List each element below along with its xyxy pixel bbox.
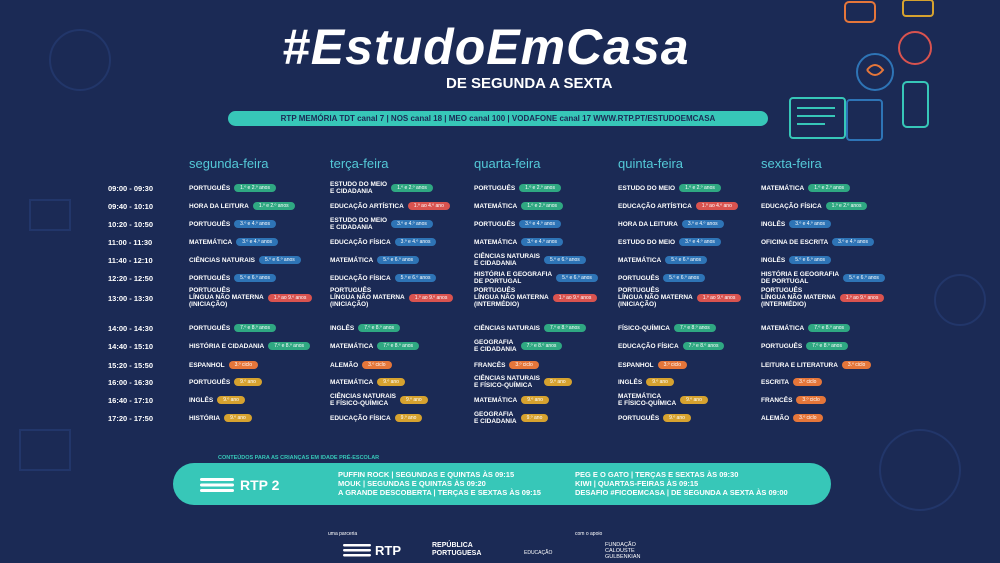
subject-name: EDUCAÇÃO FÍSICA bbox=[330, 238, 391, 246]
rtp2-logo bbox=[200, 477, 279, 493]
gulbenkian-logo bbox=[605, 542, 640, 560]
subject-name: PORTUGUÊS bbox=[189, 378, 231, 386]
grade-badge: 9.º ano bbox=[234, 378, 262, 386]
educacao-label: EDUCAÇÃO bbox=[524, 550, 553, 556]
subject-name: ESPANHOL bbox=[618, 361, 654, 369]
subject-name: PORTUGUÊS bbox=[189, 274, 231, 282]
schedule-cell bbox=[761, 238, 874, 246]
subject-name: HORA DA LEITURA bbox=[189, 202, 249, 210]
subject-name: HISTÓRIA E GEOGRAFIA DE PORTUGAL bbox=[761, 270, 840, 285]
subject-name: MATEMÁTICA bbox=[189, 238, 233, 246]
schedule-cell bbox=[618, 414, 691, 422]
subject-name: INGLÊS bbox=[618, 378, 643, 386]
grade-badge: 3.º e 4.º anos bbox=[679, 238, 721, 246]
subject-name: MATEMÁTICA bbox=[761, 324, 805, 332]
subject-name: MATEMÁTICA bbox=[474, 238, 518, 246]
subject-name: HISTÓRIA E CIDADANIA bbox=[189, 342, 265, 350]
schedule-cell bbox=[330, 217, 433, 231]
time-slot: 11:40 - 12:10 bbox=[108, 256, 153, 265]
grade-badge: 9.º ano bbox=[680, 396, 708, 404]
grade-badge: 9.º ano bbox=[521, 396, 549, 404]
schedule-cell bbox=[189, 238, 278, 246]
grade-badge: 5.º e 6.º anos bbox=[395, 274, 437, 282]
subject-name: PORTUGUÊS bbox=[618, 274, 660, 282]
day-header: quinta-feira bbox=[618, 156, 684, 171]
subject-name: FRANCÊS bbox=[761, 396, 793, 404]
channels-info-bar: RTP MEMÓRIA TDT canal 7 | NOS canal 18 | MEO canal 100 | VODAFONE canal 17 WWW.RTP.PT/ESTUDOEMCASA bbox=[228, 111, 768, 126]
grade-badge: 3.º ciclo bbox=[796, 396, 825, 404]
grade-badge: 1.º e 2.º anos bbox=[253, 202, 295, 210]
grade-badge: 7.º e 8.º anos bbox=[521, 342, 563, 350]
grade-badge: 5.º e 6.º anos bbox=[259, 256, 301, 264]
grade-badge: 1.º e 2.º anos bbox=[679, 184, 721, 192]
subject-name: MATEMÁTICA bbox=[474, 396, 518, 404]
preschool-programs-right: PEG E O GATO | TERÇAS E SEXTAS ÀS 09:30 KIWI | QUARTAS-FEIRAS ÀS 09:15 DESAFIO #FICOEMCASA | DE SEGUNDA A SEXTA ÀS 09:00 bbox=[575, 470, 788, 497]
grade-badge: 7.º e 8.º anos bbox=[683, 342, 725, 350]
time-slot: 13:00 - 13:30 bbox=[108, 294, 154, 303]
subject-name: CIÊNCIAS NATURAIS E CIDADANIA bbox=[474, 252, 540, 267]
grade-badge: 9.º ano bbox=[400, 396, 428, 404]
subject-name: ALEMÃO bbox=[330, 361, 359, 369]
time-slot: 14:40 - 15:10 bbox=[108, 342, 154, 351]
education-icons-illustration bbox=[785, 0, 945, 150]
grade-badge: 5.º e 6.º anos bbox=[377, 256, 419, 264]
subject-name: ESTUDO DO MEIO E CIDADANIA bbox=[330, 216, 388, 231]
subject-name: ALEMÃO bbox=[761, 414, 790, 422]
day-header: segunda-feira bbox=[189, 156, 269, 171]
subject-name: EDUCAÇÃO FÍSICA bbox=[761, 202, 822, 210]
subject-name: HISTÓRIA E GEOGRAFIA DE PORTUGAL bbox=[474, 270, 553, 285]
schedule-cell bbox=[761, 378, 822, 386]
grade-badge: 5.º e 6.º anos bbox=[663, 274, 705, 282]
hashtag-title: #EstudoEmCasa bbox=[282, 19, 690, 75]
schedule-cell bbox=[330, 378, 405, 386]
schedule-cell bbox=[474, 253, 586, 267]
rtp-logo-icon bbox=[200, 477, 234, 493]
grade-badge: 1.º e 2.º anos bbox=[808, 184, 850, 192]
grade-badge: 9.º ano bbox=[663, 414, 691, 422]
rtp-footer-text: RTP bbox=[375, 543, 401, 558]
schedule-cell bbox=[474, 411, 548, 425]
grade-badge: 5.º e 6.º anos bbox=[665, 256, 707, 264]
subject-name: EDUCAÇÃO ARTÍSTICA bbox=[330, 202, 404, 210]
schedule-cell bbox=[189, 378, 262, 386]
subject-name: PORTUGUÊS bbox=[618, 414, 660, 422]
subject-name: MATEMÁTICA bbox=[330, 342, 374, 350]
schedule-cell bbox=[474, 238, 563, 246]
subject-name: CIÊNCIAS NATURAIS E FÍSICO-QUÍMICA bbox=[330, 392, 396, 407]
grade-badge: 3.º ciclo bbox=[509, 361, 538, 369]
subject-name: MATEMÁTICA bbox=[474, 202, 518, 210]
schedule-cell bbox=[761, 220, 831, 228]
subject-name: PORTUGUÊS LÍNGUA NÃO MATERNA (INICIAÇÃO) bbox=[618, 287, 693, 308]
schedule-cell bbox=[330, 238, 436, 246]
schedule-cell bbox=[330, 256, 419, 264]
time-slot: 10:20 - 10:50 bbox=[108, 220, 154, 229]
subject-name: MATEMÁTICA bbox=[330, 378, 374, 386]
schedule-cell bbox=[618, 378, 674, 386]
grade-badge: 1.º e 2.º anos bbox=[519, 184, 561, 192]
grade-badge: 3.º ciclo bbox=[229, 361, 258, 369]
schedule-cell bbox=[189, 220, 276, 228]
grade-badge: 1.º e 2.º anos bbox=[826, 202, 868, 210]
grade-badge: 7.º e 8.º anos bbox=[268, 342, 310, 350]
schedule-cell bbox=[474, 184, 561, 192]
schedule-cell bbox=[761, 184, 850, 192]
subject-name: PORTUGUÊS bbox=[474, 184, 516, 192]
grade-badge: 5.º e 6.º anos bbox=[789, 256, 831, 264]
subject-name: HISTÓRIA bbox=[189, 414, 221, 422]
grade-badge: 3.º ciclo bbox=[793, 414, 822, 422]
schedule-cell bbox=[330, 414, 422, 422]
grade-badge: 1.º e 2.º anos bbox=[521, 202, 563, 210]
subject-name: MATEMÁTICA bbox=[761, 184, 805, 192]
schedule-cell bbox=[618, 256, 707, 264]
grade-badge: 7.º e 8.º anos bbox=[234, 324, 276, 332]
gulbenkian-text: FUNDAÇÃO CALOUSTE GULBENKIAN bbox=[605, 542, 641, 560]
schedule-subtitle: DE SEGUNDA A SEXTA bbox=[446, 75, 613, 92]
subject-name: PORTUGUÊS bbox=[189, 220, 231, 228]
schedule-cell bbox=[330, 274, 436, 282]
subject-name: ESTUDO DO MEIO E CIDADANIA bbox=[330, 180, 388, 195]
time-slot: 16:00 - 16:30 bbox=[108, 378, 154, 387]
schedule-cell bbox=[474, 339, 562, 353]
subject-name: PORTUGUÊS LÍNGUA NÃO MATERNA (INICIAÇÃO) bbox=[189, 287, 264, 308]
grade-badge: 9.º ano bbox=[395, 414, 423, 422]
time-slot: 14:00 - 14:30 bbox=[108, 324, 154, 333]
schedule-cell bbox=[618, 238, 721, 246]
schedule-cell bbox=[618, 184, 721, 192]
subject-name: EDUCAÇÃO FÍSICA bbox=[618, 342, 679, 350]
schedule-cell bbox=[189, 342, 310, 350]
subject-name: PORTUGUÊS bbox=[189, 184, 231, 192]
subject-name: HORA DA LEITURA bbox=[618, 220, 678, 228]
grade-badge: 9.º ano bbox=[521, 414, 549, 422]
grade-badge: 3.º ciclo bbox=[793, 378, 822, 386]
grade-badge: 7.º e 8.º anos bbox=[377, 342, 419, 350]
time-slot: 09:00 - 09:30 bbox=[108, 184, 154, 193]
subject-name: PORTUGUÊS LÍNGUA NÃO MATERNA (INTERMÉDIO) bbox=[761, 287, 836, 308]
schedule-cell bbox=[761, 361, 871, 369]
grade-badge: 5.º e 6.º anos bbox=[544, 256, 586, 264]
grade-badge: 7.º e 8.º anos bbox=[808, 324, 850, 332]
subject-name: ESCRITA bbox=[761, 378, 790, 386]
schedule-cell bbox=[474, 271, 598, 285]
schedule-cell bbox=[761, 287, 884, 308]
subject-name: MATEMÁTICA E FÍSICO-QUÍMICA bbox=[618, 392, 677, 407]
preschool-programs-left: PUFFIN ROCK | SEGUNDAS E QUINTAS ÀS 09:15 MOUK | SEGUNDAS E QUINTAS ÀS 09:20 A GRANDE DESCOBERTA | TERÇAS E SEXTAS ÀS 09:15 bbox=[338, 470, 541, 497]
schedule-cell bbox=[189, 287, 312, 308]
schedule-cell bbox=[618, 342, 724, 350]
schedule-cell bbox=[474, 396, 549, 404]
grade-badge: 7.º e 8.º anos bbox=[358, 324, 400, 332]
grade-badge: 9.º ano bbox=[544, 378, 572, 386]
subject-name: CIÊNCIAS NATURAIS bbox=[189, 256, 255, 264]
republica-text: REPÚBLICA PORTUGUESA bbox=[432, 542, 482, 557]
subject-name: PORTUGUÊS LÍNGUA NÃO MATERNA (INICIAÇÃO) bbox=[330, 287, 405, 308]
grade-badge: 1.º ao 9.º anos bbox=[268, 294, 313, 302]
subject-name: INGLÊS bbox=[330, 324, 355, 332]
schedule-cell bbox=[761, 396, 826, 404]
schedule-cell bbox=[474, 375, 572, 389]
grade-badge: 1.º e 2.º anos bbox=[391, 184, 433, 192]
rtp-stripes-icon bbox=[343, 544, 371, 557]
schedule-cell bbox=[189, 274, 276, 282]
schedule-cell bbox=[189, 396, 245, 404]
grade-badge: 3.º e 4.º anos bbox=[391, 220, 433, 228]
schedule-cell bbox=[330, 181, 433, 195]
schedule-cell bbox=[618, 361, 687, 369]
preschool-label: CONTEÚDOS PARA AS CRIANÇAS EM IDADE PRÉ-ESCOLAR bbox=[218, 455, 380, 461]
grade-badge: 9.º ano bbox=[224, 414, 252, 422]
grade-badge: 7.º e 8.º anos bbox=[674, 324, 716, 332]
grade-badge: 3.º ciclo bbox=[842, 361, 871, 369]
grade-badge: 9.º ano bbox=[646, 378, 674, 386]
grade-badge: 3.º e 4.º anos bbox=[521, 238, 563, 246]
subject-name: PORTUGUÊS bbox=[761, 342, 803, 350]
schedule-cell bbox=[189, 256, 301, 264]
schedule-cell bbox=[474, 220, 561, 228]
grade-badge: 3.º e 4.º anos bbox=[236, 238, 278, 246]
subject-name: ESTUDO DO MEIO bbox=[618, 238, 676, 246]
time-slot: 15:20 - 15:50 bbox=[108, 361, 154, 370]
schedule-cell bbox=[189, 202, 295, 210]
schedule-cell bbox=[330, 202, 450, 210]
schedule-cell bbox=[761, 324, 850, 332]
subject-name: PORTUGUÊS bbox=[189, 324, 231, 332]
rtp-footer-logo bbox=[343, 543, 401, 558]
schedule-cell bbox=[474, 287, 597, 308]
time-slot: 16:40 - 17:10 bbox=[108, 396, 154, 405]
grade-badge: 1.º ao 4.º ano bbox=[696, 202, 738, 210]
grade-badge: 7.º e 8.º anos bbox=[544, 324, 586, 332]
grade-badge: 3.º ciclo bbox=[658, 361, 687, 369]
grade-badge: 1.º ao 9.º anos bbox=[553, 294, 598, 302]
time-slot: 17:20 - 17:50 bbox=[108, 414, 154, 423]
schedule-cell bbox=[474, 361, 539, 369]
subject-name: EDUCAÇÃO FÍSICA bbox=[330, 274, 391, 282]
grade-badge: 5.º e 6.º anos bbox=[843, 274, 885, 282]
time-slot: 09:40 - 10:10 bbox=[108, 202, 154, 211]
grade-badge: 1.º ao 9.º anos bbox=[840, 294, 885, 302]
grade-badge: 3.º e 4.º anos bbox=[682, 220, 724, 228]
schedule-cell bbox=[330, 393, 428, 407]
grade-badge: 9.º ano bbox=[217, 396, 245, 404]
schedule-cell bbox=[761, 202, 867, 210]
schedule-cell bbox=[618, 220, 724, 228]
schedule-cell bbox=[618, 393, 708, 407]
schedule-cell bbox=[189, 414, 252, 422]
subject-name: CIÊNCIAS NATURAIS bbox=[474, 324, 540, 332]
schedule-cell bbox=[618, 274, 705, 282]
schedule-cell bbox=[761, 414, 823, 422]
subject-name: ESPANHOL bbox=[189, 361, 225, 369]
schedule-cell bbox=[618, 287, 741, 308]
grade-badge: 3.º e 4.º anos bbox=[519, 220, 561, 228]
schedule-cell bbox=[330, 342, 419, 350]
subject-name: FÍSICO-QUÍMICA bbox=[618, 324, 670, 332]
grade-badge: 1.º ao 9.º anos bbox=[697, 294, 742, 302]
subject-name: MATEMÁTICA bbox=[330, 256, 374, 264]
subject-name: FRANCÊS bbox=[474, 361, 506, 369]
day-header: terça-feira bbox=[330, 156, 389, 171]
subject-name: PORTUGUÊS bbox=[474, 220, 516, 228]
schedule-cell bbox=[761, 342, 848, 350]
schedule-cell bbox=[474, 202, 563, 210]
grade-badge: 9.º ano bbox=[377, 378, 405, 386]
schedule-cell bbox=[330, 287, 453, 308]
grade-badge: 3.º ciclo bbox=[362, 361, 391, 369]
grade-badge: 1.º ao 9.º anos bbox=[409, 294, 454, 302]
subject-name: EDUCAÇÃO FÍSICA bbox=[330, 414, 391, 422]
schedule-cell bbox=[618, 202, 738, 210]
republica-logo bbox=[432, 542, 481, 558]
schedule-cell bbox=[761, 271, 885, 285]
partnership-label: uma parceria bbox=[328, 531, 358, 537]
grade-badge: 5.º e 6.º anos bbox=[556, 274, 598, 282]
day-header: quarta-feira bbox=[474, 156, 541, 171]
subject-name: INGLÊS bbox=[189, 396, 214, 404]
grade-badge: 3.º e 4.º anos bbox=[395, 238, 437, 246]
subject-name: CIÊNCIAS NATURAIS E FÍSICO-QUÍMICA bbox=[474, 374, 540, 389]
subject-name: OFICINA DE ESCRITA bbox=[761, 238, 829, 246]
grade-badge: 3.º e 4.º anos bbox=[832, 238, 874, 246]
subject-name: MATEMÁTICA bbox=[618, 256, 662, 264]
schedule-cell bbox=[189, 184, 276, 192]
grade-badge: 7.º e 8.º anos bbox=[806, 342, 848, 350]
grade-badge: 1.º ao 4.º ano bbox=[408, 202, 450, 210]
grade-badge: 3.º e 4.º anos bbox=[789, 220, 831, 228]
grade-badge: 3.º e 4.º anos bbox=[234, 220, 276, 228]
schedule-cell bbox=[474, 324, 586, 332]
day-header: sexta-feira bbox=[761, 156, 822, 171]
subject-name: GEOGRAFIA E CIDADANIA bbox=[474, 338, 517, 353]
subject-name: INGLÊS bbox=[761, 220, 786, 228]
schedule-cell bbox=[189, 361, 258, 369]
schedule-cell bbox=[330, 324, 400, 332]
schedule-cell bbox=[761, 256, 831, 264]
subject-name: LEITURA E LITERATURA bbox=[761, 361, 838, 369]
subject-name: EDUCAÇÃO ARTÍSTICA bbox=[618, 202, 692, 210]
time-slot: 11:00 - 11:30 bbox=[108, 238, 153, 247]
schedule-cell bbox=[189, 324, 276, 332]
rtp2-label: RTP 2 bbox=[240, 477, 280, 493]
support-label: com o apoio bbox=[575, 531, 603, 537]
subject-name: ESTUDO DO MEIO bbox=[618, 184, 676, 192]
schedule-cell bbox=[618, 324, 716, 332]
schedule-cell bbox=[330, 361, 392, 369]
subject-name: PORTUGUÊS LÍNGUA NÃO MATERNA (INTERMÉDIO) bbox=[474, 287, 549, 308]
subject-name: GEOGRAFIA E CIDADANIA bbox=[474, 410, 517, 425]
time-slot: 12:20 - 12:50 bbox=[108, 274, 154, 283]
grade-badge: 5.º e 6.º anos bbox=[234, 274, 276, 282]
grade-badge: 1.º e 2.º anos bbox=[234, 184, 276, 192]
subject-name: INGLÊS bbox=[761, 256, 786, 264]
